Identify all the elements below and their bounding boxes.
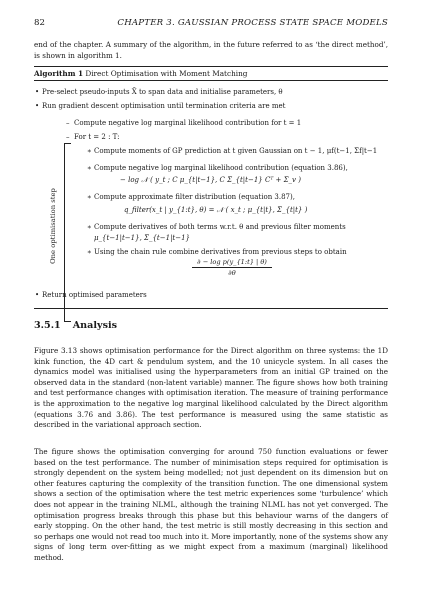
page-number: 82: [34, 18, 45, 28]
algorithm-step-filter: ∗ Compute approximate filter distribution (equation 3.87),: [94, 192, 384, 202]
equation-gradient: [192, 257, 272, 278]
running-header: [34, 18, 388, 30]
algorithm-step-chain-rule: ∗ Using the chain rule combine derivatives from previous steps to obtain: [94, 247, 384, 257]
algorithm-bottom-rule: [34, 308, 388, 309]
gradient-numerator: ∂ − log p(y_{1:t} | θ): [192, 257, 272, 268]
algorithm-dash-loop: – For t = 2 : T:: [74, 132, 384, 142]
optimisation-step-label: [48, 181, 58, 269]
algorithm-body: [34, 81, 388, 317]
gradient-denominator: ∂θ: [228, 269, 236, 277]
section-number: 3.5.1: [34, 320, 61, 331]
equation-filter: q_filter(x_t | y_{1:t}, θ) = 𝒩 ( x_t ; μ_{t|t}, Σ_{t|t} ): [124, 206, 308, 214]
section-title: Analysis: [72, 320, 118, 331]
analysis-paragraph-2: The figure shows the optimisation converging for around 750 function evaluations or fewer based on the test performance. The number of minimisation steps required for optimisation is strongly dependent on the system being modelled; not just dependent on its dimension but on other features capturing the complexity of the transition function. The one dimensional system shows a section of the optimisation where the test metric experiences some ‘turbulence’ which does not appear in the training NLML, although the training NLML has not yet converged. The optimisation progress breaks through this phase but this behaviour warns of the dangers of early stopping. On the other hand, the test metric is still mostly decreasing in this section and so perhaps one would not read too much into it. More importantly, none of the systems show any signs of long term over-fitting as we might expect from a maximum (marginal) likelihood method.: [34, 447, 388, 562]
algorithm-step-nlml: ∗ Compute negative log marginal likelihood contribution (equation 3.86),: [94, 163, 384, 173]
chapter-title: CHAPTER 3. GAUSSIAN PROCESS STATE SPACE MODELS: [117, 18, 388, 28]
intro-paragraph: end of the chapter. A summary of the algorithm, in the future referred to as ‘the direct method’, is shown in algorithm 1.: [34, 40, 388, 60]
optimisation-step-text: One optimisation step: [49, 188, 57, 264]
analysis-paragraph-1: Figure 3.13 shows optimisation performance for the Direct algorithm on three systems: the 1D kink function, the 4D cart & pendulum system, and the 10 unicycle system. In all cases the dynamics model was initialised using the hyperparameters from an initial GP trained on the observed data in the standard (non-latent variable) manner. The figure shows how both training and test performance changes with optimisation iteration. The measure of training performance is the approximation to the negative log marginal likelihood calculated by the Direct algorithm (equations 3.76 and 3.86). The test performance is measured using the same statistic as described in the variational approach section.: [34, 346, 388, 430]
algorithm-bullet-init: • Pre-select pseudo-inputs X̄ to span data and initialise parameters, θ: [42, 87, 382, 97]
algorithm-bullet-return: • Return optimised parameters: [42, 290, 382, 300]
equation-nlml: − log 𝒩 ( y_t ; C μ_{t|t−1}, C Σ_{t|t−1} Cᵀ + Σ_v ): [120, 176, 301, 184]
algorithm-step-moments: ∗ Compute moments of GP prediction at t given Gaussian on t − 1, μf(t−1, Σf|t−1: [94, 146, 384, 156]
equation-previous-moments: μ_{t−1|t−1}, Σ_{t−1|t−1}: [94, 234, 191, 242]
algorithm-box: [34, 66, 388, 317]
algorithm-title: [34, 67, 388, 81]
algorithm-bullet-run: • Run gradient descent optimisation until termination criteria are met: [42, 101, 382, 111]
algorithm-label: Algorithm 1: [34, 69, 84, 78]
section-heading: [34, 320, 117, 331]
algorithm-dash-first: – Compute negative log marginal likelihood contribution for t = 1: [74, 118, 384, 128]
algorithm-step-derivatives: ∗ Compute derivatives of both terms w.r.t. θ and previous filter moments: [94, 222, 384, 232]
algorithm-name: Direct Optimisation with Moment Matching: [85, 69, 248, 78]
